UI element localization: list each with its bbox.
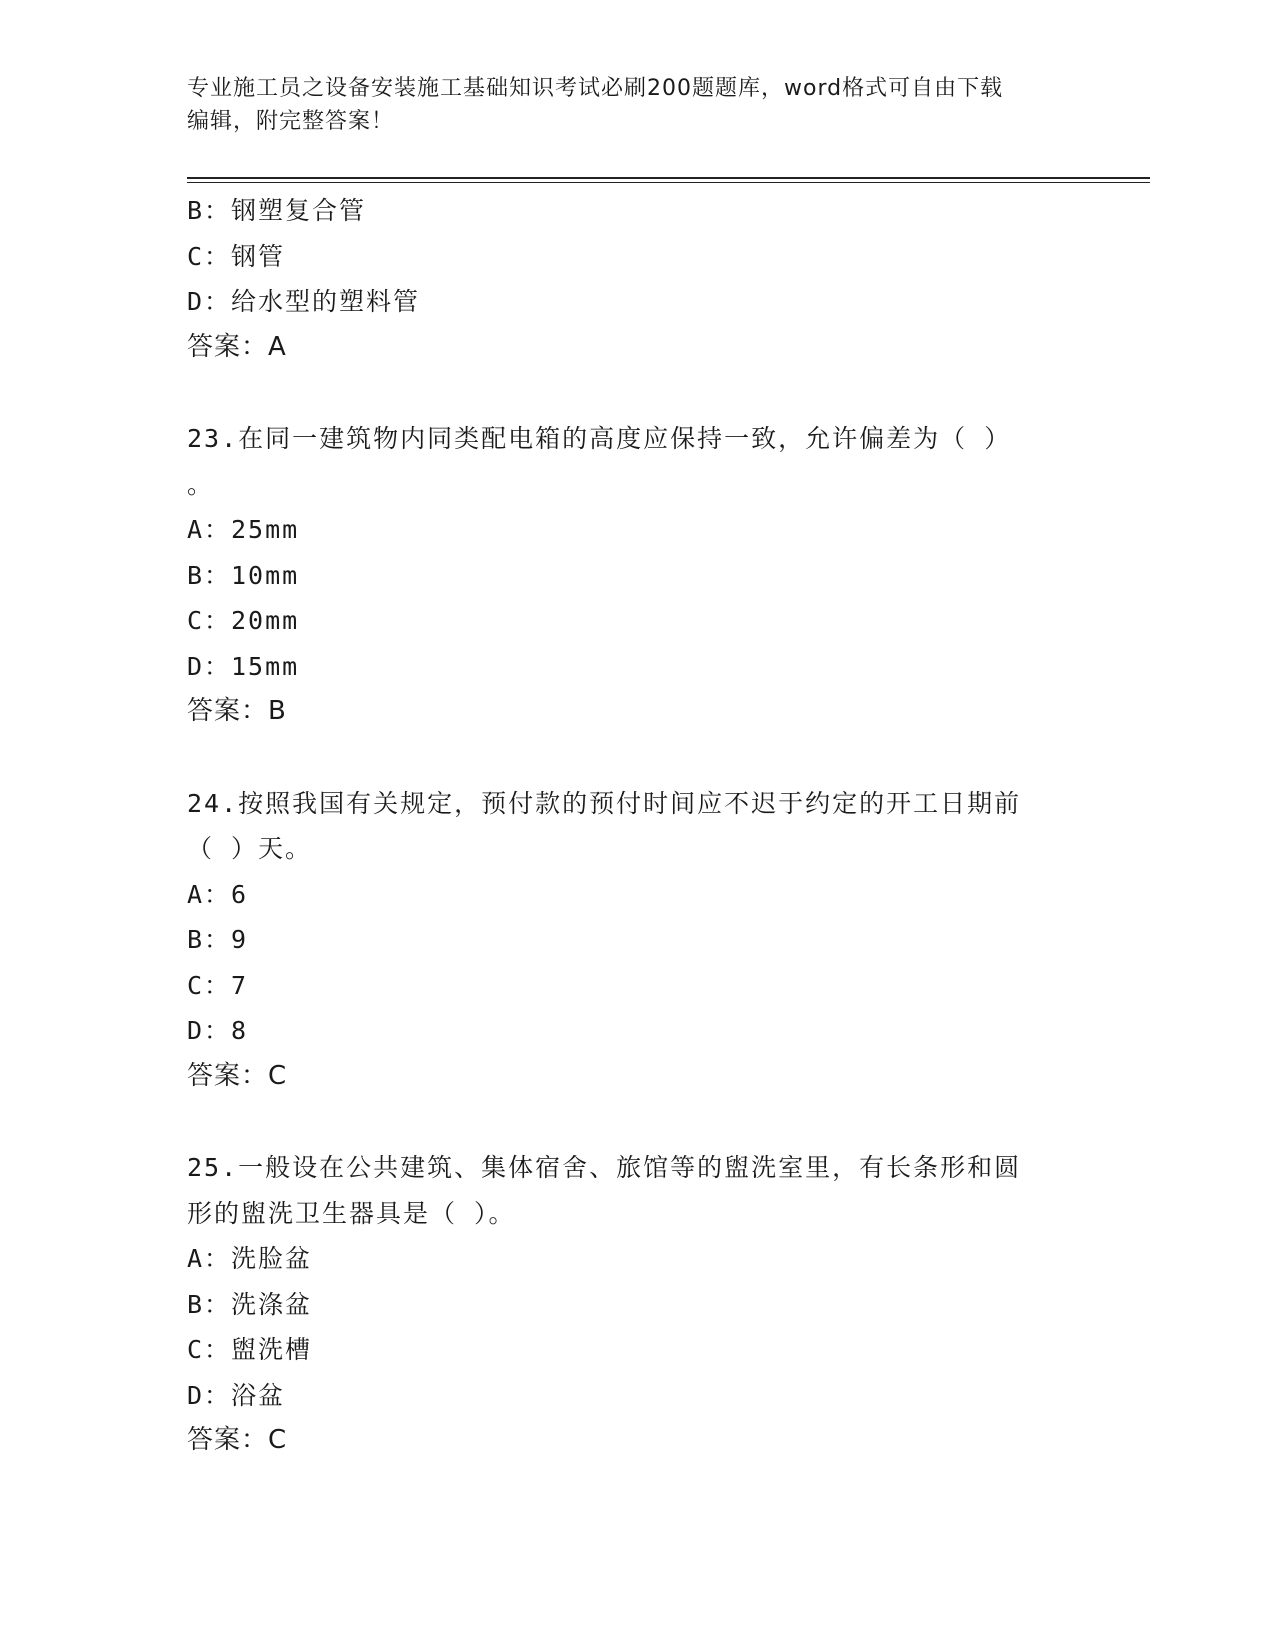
option-text: 洗脸盆	[231, 1244, 313, 1273]
document-header	[187, 72, 1087, 138]
option-key: B：	[187, 1289, 232, 1319]
spacer	[187, 1099, 1087, 1145]
option-text: 8	[231, 1016, 249, 1045]
option-key: B：	[187, 560, 232, 590]
question-23-option-d	[187, 644, 1087, 690]
option-text: 洗涤盆	[231, 1289, 313, 1319]
option-key: A：	[187, 1244, 232, 1273]
option-text: 7	[231, 970, 249, 1000]
question-25-option-d	[187, 1373, 1087, 1419]
question-24-option-d	[187, 1008, 1087, 1054]
option-text: 25mm	[231, 515, 300, 544]
option-text: 给水型的塑料管	[231, 287, 421, 316]
question-22-block	[187, 188, 1087, 370]
option-key: C：	[187, 606, 232, 635]
option-key: B：	[187, 925, 232, 954]
question-24-option-a	[187, 872, 1087, 918]
question-24-stem-line-2: （ ）天。	[187, 834, 313, 863]
option-key: D：	[187, 651, 232, 681]
question-25-stem-line-1: 25.一般设在公共建筑、集体宿舍、旅馆等的盥洗室里，有长条形和圆	[187, 1153, 1022, 1182]
option-key: B：	[187, 196, 232, 225]
question-22-answer: 答案：A	[187, 331, 287, 362]
question-23-answer: 答案：B	[187, 696, 287, 726]
option-text: 10mm	[231, 560, 300, 590]
option-text: 6	[231, 879, 249, 909]
question-22-option-d	[187, 279, 1087, 325]
option-text: 钢塑复合管	[231, 196, 367, 225]
option-key: A：	[187, 879, 232, 909]
question-25-option-c	[187, 1327, 1087, 1373]
header-divider-thin	[187, 182, 1150, 183]
question-22-option-c	[187, 234, 1087, 280]
question-23-stem-line-1: 23.在同一建筑物内同类配电箱的高度应保持一致，允许偏差为（ ）	[187, 424, 1012, 453]
option-key: C：	[187, 1335, 232, 1364]
question-24-option-c	[187, 963, 1087, 1009]
document-body	[187, 188, 1087, 1464]
question-23-option-b	[187, 553, 1087, 599]
question-24-stem-line-1: 24.按照我国有关规定，预付款的预付时间应不迟于约定的开工日期前	[187, 788, 1022, 818]
question-25-stem-line-2: 形的盥洗卫生器具是（ ）。	[187, 1198, 516, 1228]
question-22-option-b	[187, 188, 1087, 234]
question-25-option-a	[187, 1236, 1087, 1282]
question-25-block	[187, 1145, 1087, 1464]
question-25-answer: 答案：C	[187, 1425, 288, 1455]
option-text: 钢管	[231, 241, 286, 271]
option-key: D：	[187, 1380, 232, 1410]
question-23-stem-line-2: 。	[187, 469, 215, 499]
question-24-block	[187, 781, 1087, 1100]
question-23-option-c	[187, 598, 1087, 644]
option-key: D：	[187, 287, 232, 316]
option-text: 浴盆	[231, 1380, 286, 1410]
option-key: C：	[187, 970, 232, 1000]
option-text: 20mm	[231, 606, 300, 635]
option-text: 15mm	[231, 651, 300, 681]
question-23-option-a	[187, 507, 1087, 553]
header-line-2: 编辑，附完整答案！	[187, 109, 395, 134]
option-key: A：	[187, 515, 232, 544]
question-23-block	[187, 416, 1087, 735]
option-text: 9	[231, 925, 249, 954]
header-divider-thick	[187, 177, 1150, 179]
question-24-answer: 答案：C	[187, 1060, 288, 1091]
question-24-option-b	[187, 917, 1087, 963]
header-line-1: 专业施工员之设备安装施工基础知识考试必刷200题题库，word格式可自由下载	[187, 76, 1004, 101]
question-25-option-b	[187, 1282, 1087, 1328]
spacer	[187, 370, 1087, 416]
option-key: C：	[187, 241, 232, 271]
option-text: 盥洗槽	[231, 1335, 313, 1364]
option-key: D：	[187, 1016, 232, 1045]
spacer	[187, 735, 1087, 781]
